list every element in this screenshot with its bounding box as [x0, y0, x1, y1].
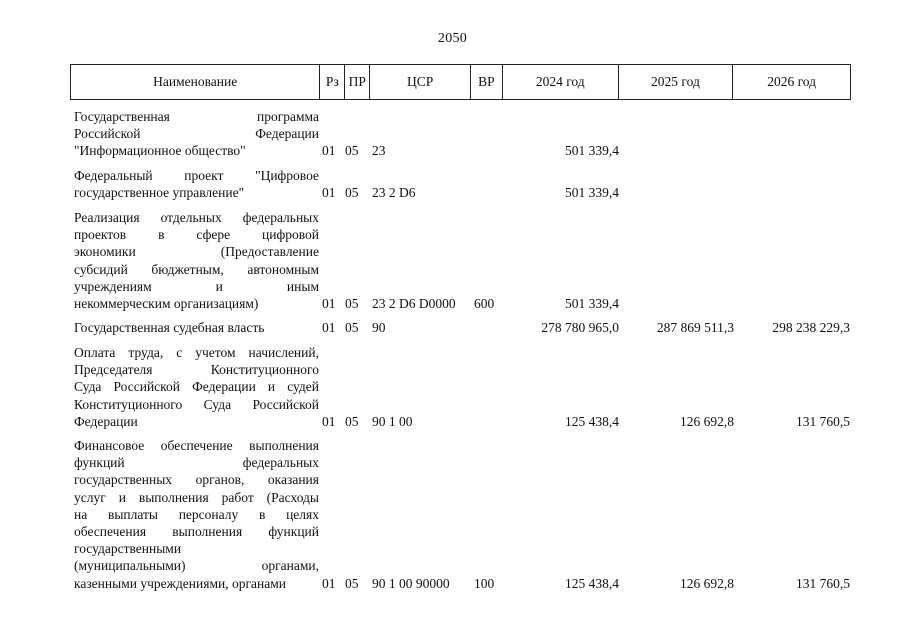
row-name	[74, 108, 319, 160]
row-name-line: Государственная судебная власть	[74, 320, 265, 335]
row-name-line: проектов в сфере цифровой	[74, 227, 319, 243]
row-name-line: Конституционного Суда Российской	[74, 396, 319, 412]
row-2024: 501 339,4	[565, 296, 619, 311]
row-2024: 501 339,4	[565, 185, 619, 201]
row-2025: 126 692,8	[680, 575, 734, 591]
row-name	[74, 167, 319, 201]
row-rz: 01	[322, 185, 336, 201]
row-csr: 23 2 D6	[372, 185, 416, 201]
header-2024: 2024 год	[503, 65, 619, 99]
row-rz: 01	[322, 143, 336, 159]
header-2025: 2025 год	[619, 65, 734, 99]
row-name-line: Суда Российской Федерации и судей	[74, 379, 319, 395]
row-name-line: Реализация отдельных федеральных	[74, 210, 319, 225]
row-rz: 01	[322, 296, 336, 311]
row-2024: 278 780 965,0	[541, 320, 619, 335]
row-name-line: некоммерческим организациям)	[74, 296, 259, 312]
row-2026: 298 238 229,3	[772, 320, 850, 335]
row-csr: 23	[372, 143, 386, 159]
row-pr: 05	[345, 413, 359, 429]
row-pr: 05	[345, 185, 359, 201]
row-csr: 90	[372, 320, 386, 335]
header-pr: ПР	[345, 65, 370, 99]
row-name-line: Председателя Конституционного	[74, 362, 319, 378]
table-header	[70, 64, 851, 100]
header-vr: ВР	[471, 65, 503, 99]
row-name-line: государственных органов, оказания	[74, 472, 319, 488]
row-name-line: "Информационное общество"	[74, 143, 246, 159]
row-name-line: Оплата труда, с учетом начислений,	[74, 345, 319, 360]
row-2024: 125 438,4	[565, 413, 619, 429]
row-pr: 05	[345, 575, 359, 591]
row-name-line: Государственная программа	[74, 109, 319, 124]
row-2026: 131 760,5	[796, 413, 850, 429]
row-name	[74, 344, 319, 430]
row-name-line: функций федеральных	[74, 455, 319, 471]
row-name-line: экономики (Предоставление	[74, 244, 319, 260]
row-2024: 125 438,4	[565, 575, 619, 591]
row-vr: 600	[474, 296, 495, 311]
row-pr: 05	[345, 320, 359, 335]
header-2026: 2026 год	[767, 74, 817, 89]
header-name: Наименование	[71, 65, 320, 99]
row-2026: 131 760,5	[796, 575, 850, 591]
row-pr: 05	[345, 143, 359, 159]
row-name-line: Федерации	[74, 413, 138, 429]
row-name-line: учреждениям и иным	[74, 278, 319, 294]
row-name	[74, 319, 319, 336]
page-number: 2050	[437, 31, 468, 46]
row-csr: 23 2 D6 D0000	[372, 296, 456, 311]
row-pr: 05	[345, 296, 359, 311]
row-name-line: государственными	[74, 541, 182, 557]
row-name-line: Финансовое обеспечение выполнения	[74, 438, 319, 453]
row-rz: 01	[322, 320, 336, 335]
row-rz: 01	[322, 413, 336, 429]
row-name	[74, 437, 319, 592]
row-2025: 126 692,8	[680, 413, 734, 429]
row-name-line: субсидий бюджетным, автономным	[74, 261, 319, 277]
row-name-line: Российской Федерации	[74, 126, 319, 142]
row-csr: 90 1 00	[372, 413, 413, 429]
row-2024: 501 339,4	[565, 143, 619, 159]
header-csr: ЦСР	[370, 65, 471, 99]
row-vr: 100	[474, 575, 495, 591]
row-name-line: Федеральный проект "Цифровое	[74, 168, 319, 183]
row-2025: 287 869 511,3	[656, 320, 734, 335]
row-name-line: (муниципальными) органами,	[74, 558, 319, 574]
row-name-line: обеспечения выполнения функций	[74, 524, 319, 540]
row-name-line: услуг и выполнения работ (Расходы	[74, 489, 319, 505]
row-name	[74, 209, 319, 312]
row-name-line: государственное управление"	[74, 185, 245, 201]
row-name-line: казенными учреждениями, органами	[74, 575, 286, 591]
row-rz: 01	[322, 575, 336, 591]
row-csr: 90 1 00 90000	[372, 575, 450, 591]
header-rz: Рз	[320, 65, 345, 99]
row-name-line: на выплаты персоналу в целях	[74, 506, 319, 522]
